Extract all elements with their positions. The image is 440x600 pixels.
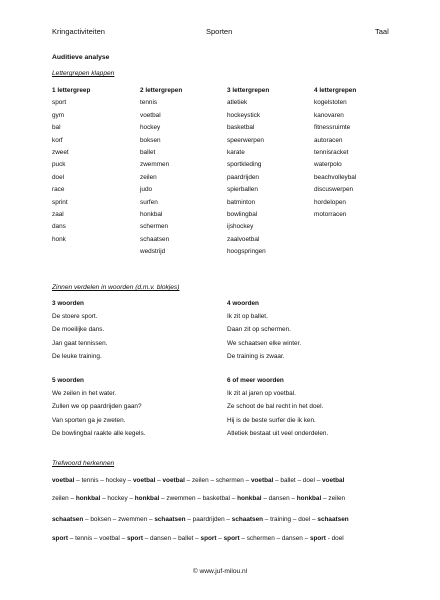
word-item: sportkleding <box>227 161 262 169</box>
column-heading: 2 lettergrepen <box>140 87 183 94</box>
word-item: discuswerpen <box>314 186 354 194</box>
sentence-item: We schaatsen elke winter. <box>227 339 302 347</box>
syllable-column-1 <box>52 87 90 248</box>
word-item: hockey <box>140 124 161 132</box>
word-item: zweet <box>52 148 69 156</box>
header-left: Kringactiviteiten <box>52 27 105 36</box>
word-item: wedstrijd <box>140 248 166 256</box>
distractor-words: - doel <box>325 535 344 542</box>
word-item: kogelstoten <box>314 99 347 107</box>
sentence-item: Atletiek bestaat uit veel onderdelen. <box>227 429 329 437</box>
word-item: beachvolleybal <box>314 173 357 181</box>
keyword: voetbal <box>162 477 185 484</box>
distractor-words: – zeilen – schermen – <box>184 477 251 484</box>
word-item: basketbal <box>227 124 255 132</box>
word-item: gym <box>52 111 65 119</box>
distractor-words: – zeilen <box>321 495 346 502</box>
sentence-item: De training is zwaar. <box>227 352 285 360</box>
keyword: schaatsen <box>52 516 84 523</box>
word-item: zaal <box>52 210 64 218</box>
keyword: schaatsen <box>231 516 264 523</box>
word-item: puck <box>52 161 66 169</box>
distractor-words: zeilen – <box>52 495 76 502</box>
keyword: schaatsen <box>154 516 186 523</box>
sentence-item: Van sporten ga je zweten. <box>52 416 126 424</box>
syllable-column-3 <box>227 87 269 260</box>
word-item: spierballen <box>227 186 258 194</box>
distractor-words: – training – doel – <box>263 516 318 523</box>
word-item: bal <box>52 124 61 132</box>
keyword: voetbal <box>52 477 75 484</box>
page-title: Auditieve analyse <box>52 54 110 61</box>
word-item: tennis <box>140 99 158 107</box>
word-item: autoracen <box>314 136 343 144</box>
sentence-item: We zeilen in het water. <box>52 390 117 398</box>
word-item: paardrijden <box>227 173 259 181</box>
keyword: sport <box>126 535 143 542</box>
sentence-item: Ik zit op ballet. <box>227 313 268 321</box>
keyword: sport <box>200 535 217 542</box>
word-item: doel <box>52 173 65 181</box>
distractor-words: – dansen – <box>261 495 297 502</box>
block-heading: 4 woorden <box>227 300 259 307</box>
column-heading: 3 lettergrepen <box>227 87 270 94</box>
word-item: zwemmen <box>140 161 170 169</box>
word-item: karate <box>227 148 245 156</box>
keyword: honkbal <box>134 495 160 502</box>
word-item: atletiek <box>227 99 248 107</box>
sentence-block-3-words <box>52 300 107 366</box>
word-item: schermen <box>140 223 169 231</box>
word-item: hoogspringen <box>227 248 266 256</box>
sentence-item: De stoere sport. <box>52 313 98 321</box>
word-item: surfen <box>140 198 158 206</box>
keyword: sport <box>52 535 68 542</box>
distractor-words: – <box>216 535 224 542</box>
keyword: voetbal <box>322 477 345 484</box>
block-heading: 6 of meer woorden <box>227 377 284 384</box>
footer-copyright: © www.juf-milou.nl <box>192 568 248 575</box>
word-item: motorracen <box>314 210 347 218</box>
word-item: batminton <box>227 198 256 206</box>
distractor-words: – tennis – voetbal – <box>67 535 127 542</box>
syllable-column-4 <box>314 87 356 223</box>
word-item: zeilen <box>140 173 157 181</box>
word-item: speerwerpen <box>227 136 264 144</box>
word-item: waterpolo <box>314 161 342 169</box>
keyword: voetbal <box>133 477 156 484</box>
sentence-item: Ik zit al jaren op voetbal. <box>227 390 296 398</box>
keyword: honkbal <box>237 495 262 502</box>
sentence-item: De bowlingbal raakte alle kegels. <box>52 429 146 437</box>
column-heading: 1 lettergreep <box>52 87 91 94</box>
distractor-words: – hockey – <box>100 495 135 502</box>
keyword: sport <box>309 535 326 542</box>
header-right: Taal <box>375 27 389 36</box>
word-item: dans <box>52 223 66 231</box>
keyword: honkbal <box>296 495 322 502</box>
sentence-item: Ze schoot de bal recht in het doel. <box>227 403 324 411</box>
word-item: schaatsen <box>140 235 170 243</box>
section-heading-zinnen: Zinnen verdelen in woorden (d.m.v. blokjes) <box>52 284 180 291</box>
word-item: ballet <box>140 148 156 156</box>
word-item: kanovaren <box>314 111 344 119</box>
keyword: sport <box>223 535 240 542</box>
word-item: fitnessruimte <box>314 124 351 132</box>
distractor-words: – schermen – dansen – <box>239 535 310 542</box>
sentence-item: Jan gaat tennissen. <box>52 339 108 347</box>
word-item: sprint <box>52 198 68 206</box>
word-item: zaalvoetbal <box>227 235 260 243</box>
keyword: voetbal <box>250 477 274 484</box>
distractor-words: – dansen – ballet – <box>142 535 201 542</box>
sentence-item: Daan zit op schermen. <box>227 326 291 334</box>
sentence-block-4-words <box>227 300 301 366</box>
section-heading-lettergrepen: Lettergrepen klappen <box>52 70 115 77</box>
word-item: hordelopen <box>314 198 346 206</box>
keyword-line-sport <box>52 535 344 543</box>
distractor-words: – zwemmen – basketbal – <box>159 495 238 502</box>
block-heading: 3 woorden <box>52 300 84 307</box>
word-item: boksen <box>140 136 161 144</box>
sentence-item: Hij is de beste surfer die ik ken. <box>227 416 316 424</box>
keyword-line-honkbal <box>52 495 345 503</box>
distractor-words: – ballet – doel – <box>273 477 322 484</box>
distractor-words: – tennis – hockey – <box>74 477 133 484</box>
keyword: honkbal <box>75 495 101 502</box>
sentence-block-6-plus-words <box>227 377 328 443</box>
word-item: race <box>52 186 65 194</box>
keyword: schaatsen <box>317 516 349 523</box>
word-item: ijshockey <box>227 223 254 231</box>
syllable-column-2 <box>140 87 182 260</box>
keyword-line-schaatsen <box>52 516 349 524</box>
word-item: tennisracket <box>314 148 349 156</box>
word-item: korf <box>52 136 63 144</box>
section-heading-trefwoord: Trefwoord herkennen <box>52 460 115 467</box>
sentence-item: De leuke training. <box>52 352 102 360</box>
word-item: sport <box>52 99 67 107</box>
word-item: hockeystick <box>227 111 261 119</box>
sentence-block-5-words <box>52 377 145 443</box>
word-item: bowlingbal <box>227 210 258 218</box>
block-heading: 5 woorden <box>52 377 84 384</box>
word-item: honkbal <box>140 210 163 218</box>
keyword-line-voetbal <box>52 477 344 485</box>
sentence-item: Zullen we op paardrijden gaan? <box>52 403 142 411</box>
distractor-words: – paardrijden – <box>185 516 232 523</box>
word-item: honk <box>52 235 66 243</box>
sentence-item: De moeilijke dans. <box>52 326 105 334</box>
column-heading: 4 lettergrepen <box>314 87 357 94</box>
word-item: voetbal <box>140 111 161 119</box>
word-item: judo <box>140 186 153 194</box>
distractor-words: – boksen – zwemmen – <box>83 516 155 523</box>
distractor-words: – <box>155 477 163 484</box>
header-center: Sporten <box>206 27 233 36</box>
